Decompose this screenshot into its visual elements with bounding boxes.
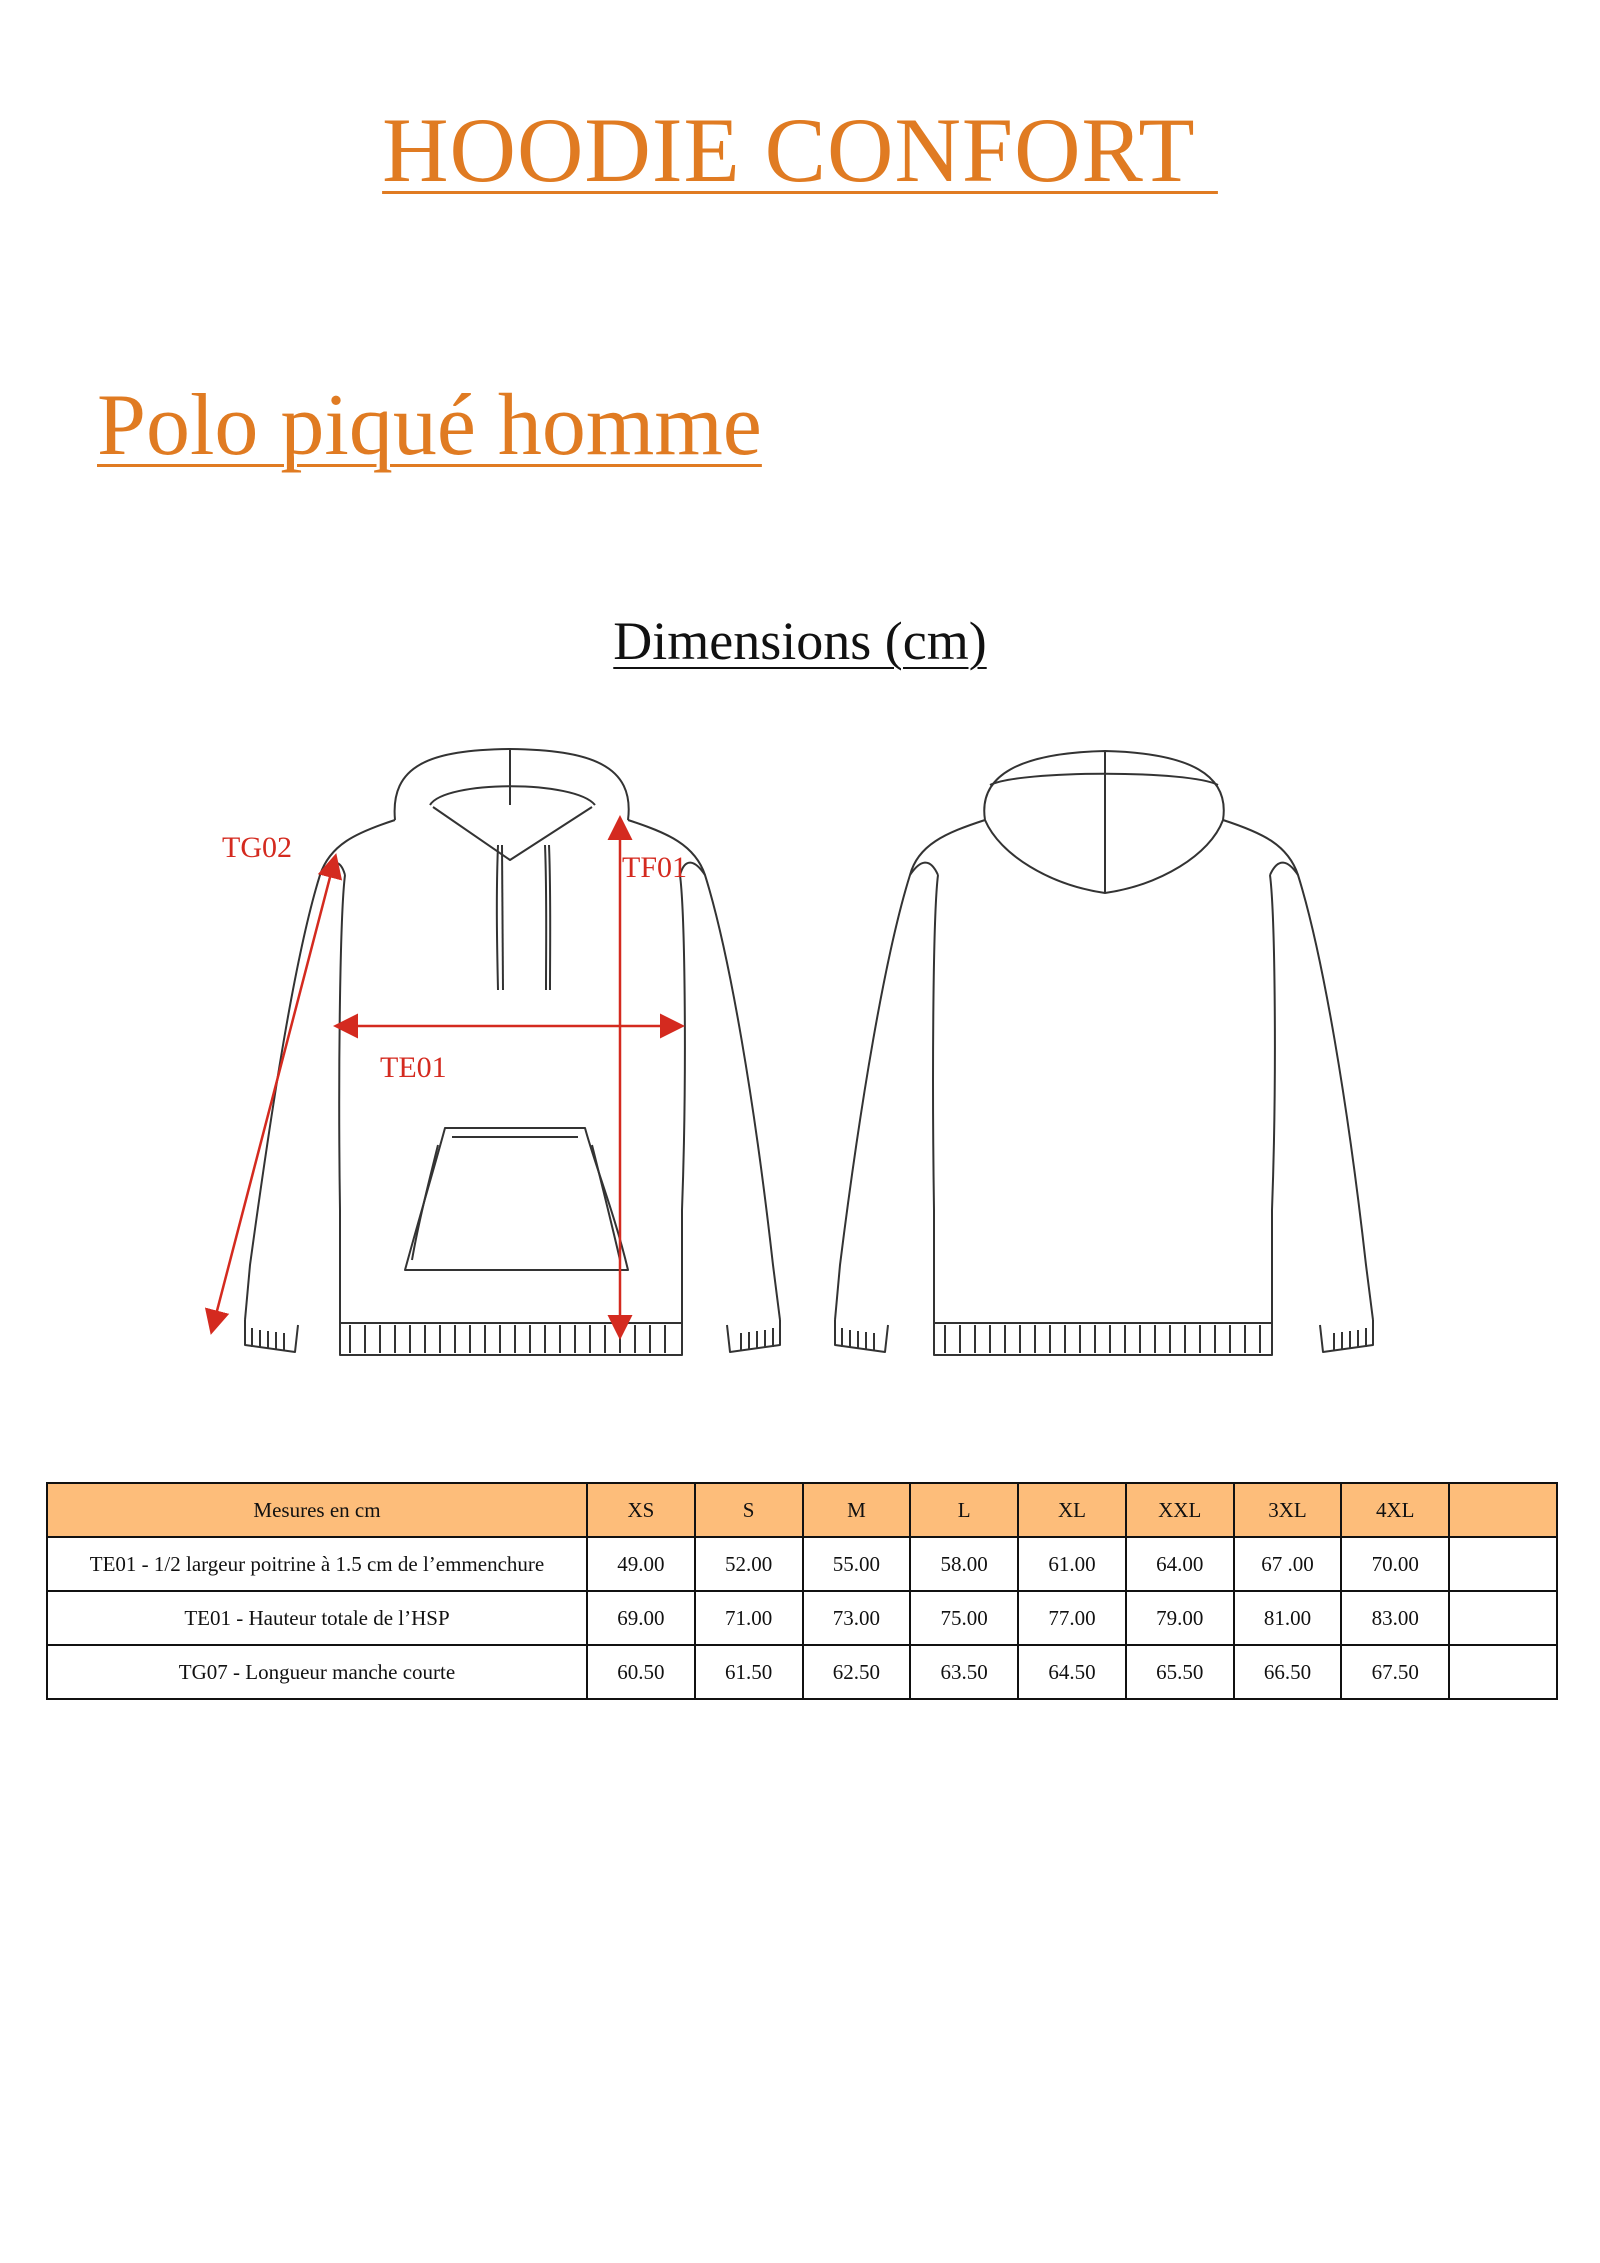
column-header-empty [1449,1483,1557,1537]
document-title: HOODIE CONFORT [382,99,1218,201]
table-cell: 77.00 [1018,1591,1126,1645]
table-cell: 81.00 [1234,1591,1342,1645]
table-cell: 65.50 [1126,1645,1234,1699]
table-row [47,1645,1557,1699]
table-cell: 49.00 [587,1537,695,1591]
label-chest-width: TE01 [380,1051,447,1084]
table-cell: 62.50 [803,1645,911,1699]
column-header-size: XS [587,1483,695,1537]
table-cell: 71.00 [695,1591,803,1645]
table-cell: 69.00 [587,1591,695,1645]
table-cell: 58.00 [910,1537,1018,1591]
row-label: TE01 - Hauteur totale de l’HSP [47,1591,587,1645]
column-header-size: XL [1018,1483,1126,1537]
table-row [47,1591,1557,1645]
table-cell: 73.00 [803,1591,911,1645]
table-cell: 67 .00 [1234,1537,1342,1591]
hoodie-technical-drawing [190,745,1440,1385]
column-header-size: 3XL [1234,1483,1342,1537]
column-header-size: 4XL [1341,1483,1449,1537]
column-header-size: XXL [1126,1483,1234,1537]
table-cell [1449,1537,1557,1591]
table-cell [1449,1591,1557,1645]
table-cell: 61.00 [1018,1537,1126,1591]
size-chart-table [46,1482,1558,1700]
row-label: TG07 - Longueur manche courte [47,1645,587,1699]
hoodie-back-view [835,751,1373,1355]
table-cell: 64.00 [1126,1537,1234,1591]
table-cell: 55.00 [803,1537,911,1591]
column-header-size: L [910,1483,1018,1537]
table-cell: 79.00 [1126,1591,1234,1645]
hoodie-front-view [245,749,780,1355]
dimensions-heading: Dimensions (cm) [613,611,987,671]
table-cell [1449,1645,1557,1699]
label-total-height: TF01 [622,851,688,884]
table-header-row [47,1483,1557,1537]
product-subtitle: Polo piqué homme [97,377,762,474]
table-cell: 75.00 [910,1591,1018,1645]
table-cell: 61.50 [695,1645,803,1699]
column-header-size: M [803,1483,911,1537]
column-header-size: S [695,1483,803,1537]
table-cell: 67.50 [1341,1645,1449,1699]
table-cell: 60.50 [587,1645,695,1699]
table-row [47,1537,1557,1591]
table-cell: 66.50 [1234,1645,1342,1699]
table-cell: 52.00 [695,1537,803,1591]
label-sleeve-length: TG02 [222,831,292,864]
table-cell: 83.00 [1341,1591,1449,1645]
table-cell: 70.00 [1341,1537,1449,1591]
column-header-measure: Mesures en cm [47,1483,587,1537]
table-cell: 64.50 [1018,1645,1126,1699]
table-cell: 63.50 [910,1645,1018,1699]
row-label: TE01 - 1/2 largeur poitrine à 1.5 cm de l’emmenchure [47,1537,587,1591]
